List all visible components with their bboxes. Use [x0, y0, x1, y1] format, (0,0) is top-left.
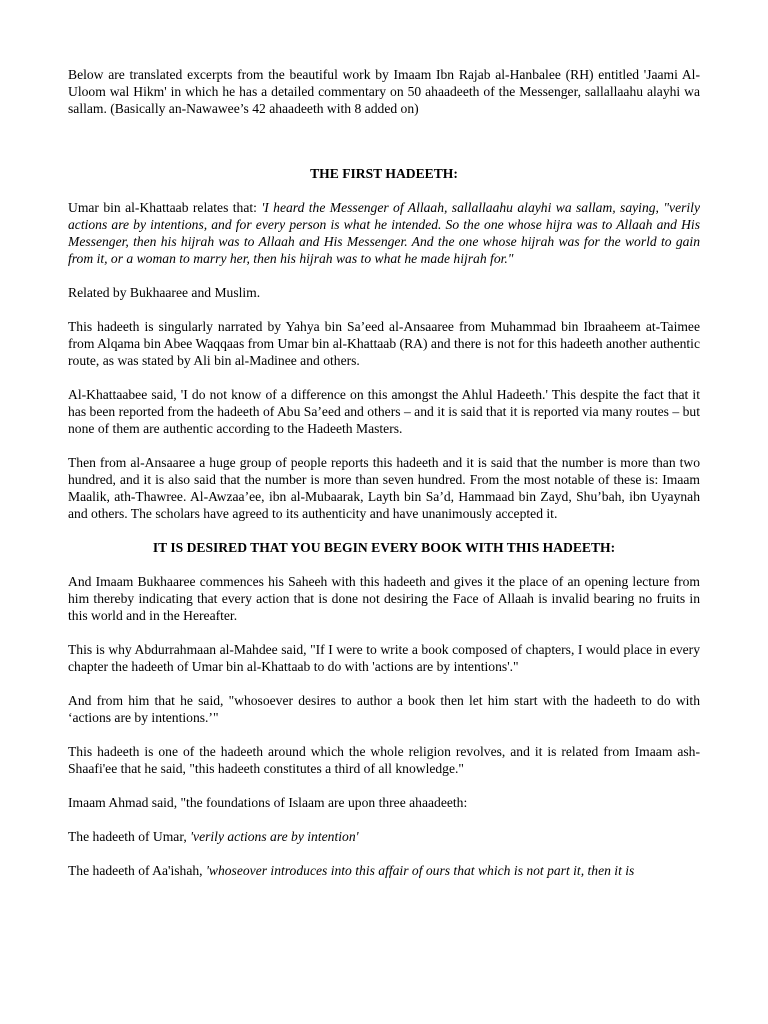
hadith-paragraph [68, 199, 700, 267]
author-paragraph: And from him that he said, "whosoever desires to author a book then let him start with the hadeeth to do with ‘actions are by intentions.’" [68, 693, 700, 725]
umar-paragraph [68, 828, 700, 845]
umar-lead: The hadeeth of Umar, [68, 829, 191, 844]
bukhaaree-paragraph: And Imaam Bukhaaree commences his Saheeh with this hadeeth and gives it the place of an opening lecture from him thereby indicating that every action that is done not desiring the Face of Allaah is invalid bearing no fruits in this world and in the Hereafter. [68, 574, 700, 623]
hadith-quote: 'I heard the Messenger of Allaah, sallallaahu alayhi wa sallam, saying, "verily actions are by intentions, and for every person is what he intended. So the one whose hijra was to Allaah and His Messenger, then his hijrah was to Allaah and His Messenger. And the one whose hijrah was for the world to gain from it, or a woman to marry her, then his hijrah was to what he made hijrah for." [68, 200, 700, 266]
heading-first-hadeeth: THE FIRST HADEETH: [310, 166, 458, 181]
aaishah-paragraph [68, 862, 700, 879]
aaishah-lead: The hadeeth of Aa'ishah, [68, 863, 206, 878]
related-by-paragraph: Related by Bukhaaree and Muslim. [68, 285, 261, 300]
intro-paragraph: Below are translated excerpts from the beautiful work by Imaam Ibn Rajab al-Hanbalee (RH) entitled 'Jaami Al-Uloom wal Hikm' in which he has a detailed commentary on 50 ahaadeeth of the Messenger, sallallaahu alayhi wa sallam. (Basically an-Nawawee’s 42 ahaadeeth with 8 added on) [68, 67, 700, 116]
shaafiee-paragraph: This hadeeth is one of the hadeeth around which the whole religion revolves, and it is related from Imaam ash-Shaafi'ee that he said, "this hadeeth constitutes a third of all knowledge." [68, 744, 700, 776]
mahdee-paragraph: This is why Abdurrahmaan al-Mahdee said, "If I were to write a book composed of chapters, I would place in every chapter the hadeeth of Umar bin al-Khattaab to do with 'actions are by intentions'." [68, 642, 700, 674]
ahmad-paragraph: Imaam Ahmad said, "the foundations of Islaam are upon three ahaadeeth: [68, 795, 468, 810]
heading-begin-every-book: IT IS DESIRED THAT YOU BEGIN EVERY BOOK WITH THIS HADEETH: [152, 540, 616, 555]
narration-paragraph: This hadeeth is singularly narrated by Yahya bin Sa’eed al-Ansaaree from Muhammad bin Ibraaheem at-Taimee from Alqama bin Abee Waqqaas from Umar bin al-Khattaab (RA) and there is not for this hadeeth another authentic route, as was stated by Ali bin al-Madinee and others. [68, 319, 700, 368]
khattaabee-paragraph: Al-Khattaabee said, 'I do not know of a difference on this amongst the Ahlul Hadeeth.' This despite the fact that it has been reported from the hadeeth of Abu Sa’eed and others – and it is said that it is reported via many routes – but none of them are authentic according to the Hadeeth Masters. [68, 387, 700, 436]
umar-quote: 'verily actions are by intention' [190, 829, 359, 844]
aaishah-quote: 'whoseover introduces into this affair of ours that which is not part it, then it is [205, 863, 635, 878]
ansaaree-paragraph: Then from al-Ansaaree a huge group of people reports this hadeeth and it is said that the number is more than two hundred, and it is also said that the number is more than seven hundred. From the most notable of these is: Imaam Maalik, ath-Thawree. Al-Awzaa’ee, ibn al-Mubaarak, Layth bin Sa’d, Hammaad bin Zayd, Shu’bah, ibn Uyaynah and others. The scholars have agreed to its authenticity and have unanimously accepted it. [68, 455, 700, 521]
hadith-lead: Umar bin al-Khattaab relates that: [68, 200, 262, 215]
